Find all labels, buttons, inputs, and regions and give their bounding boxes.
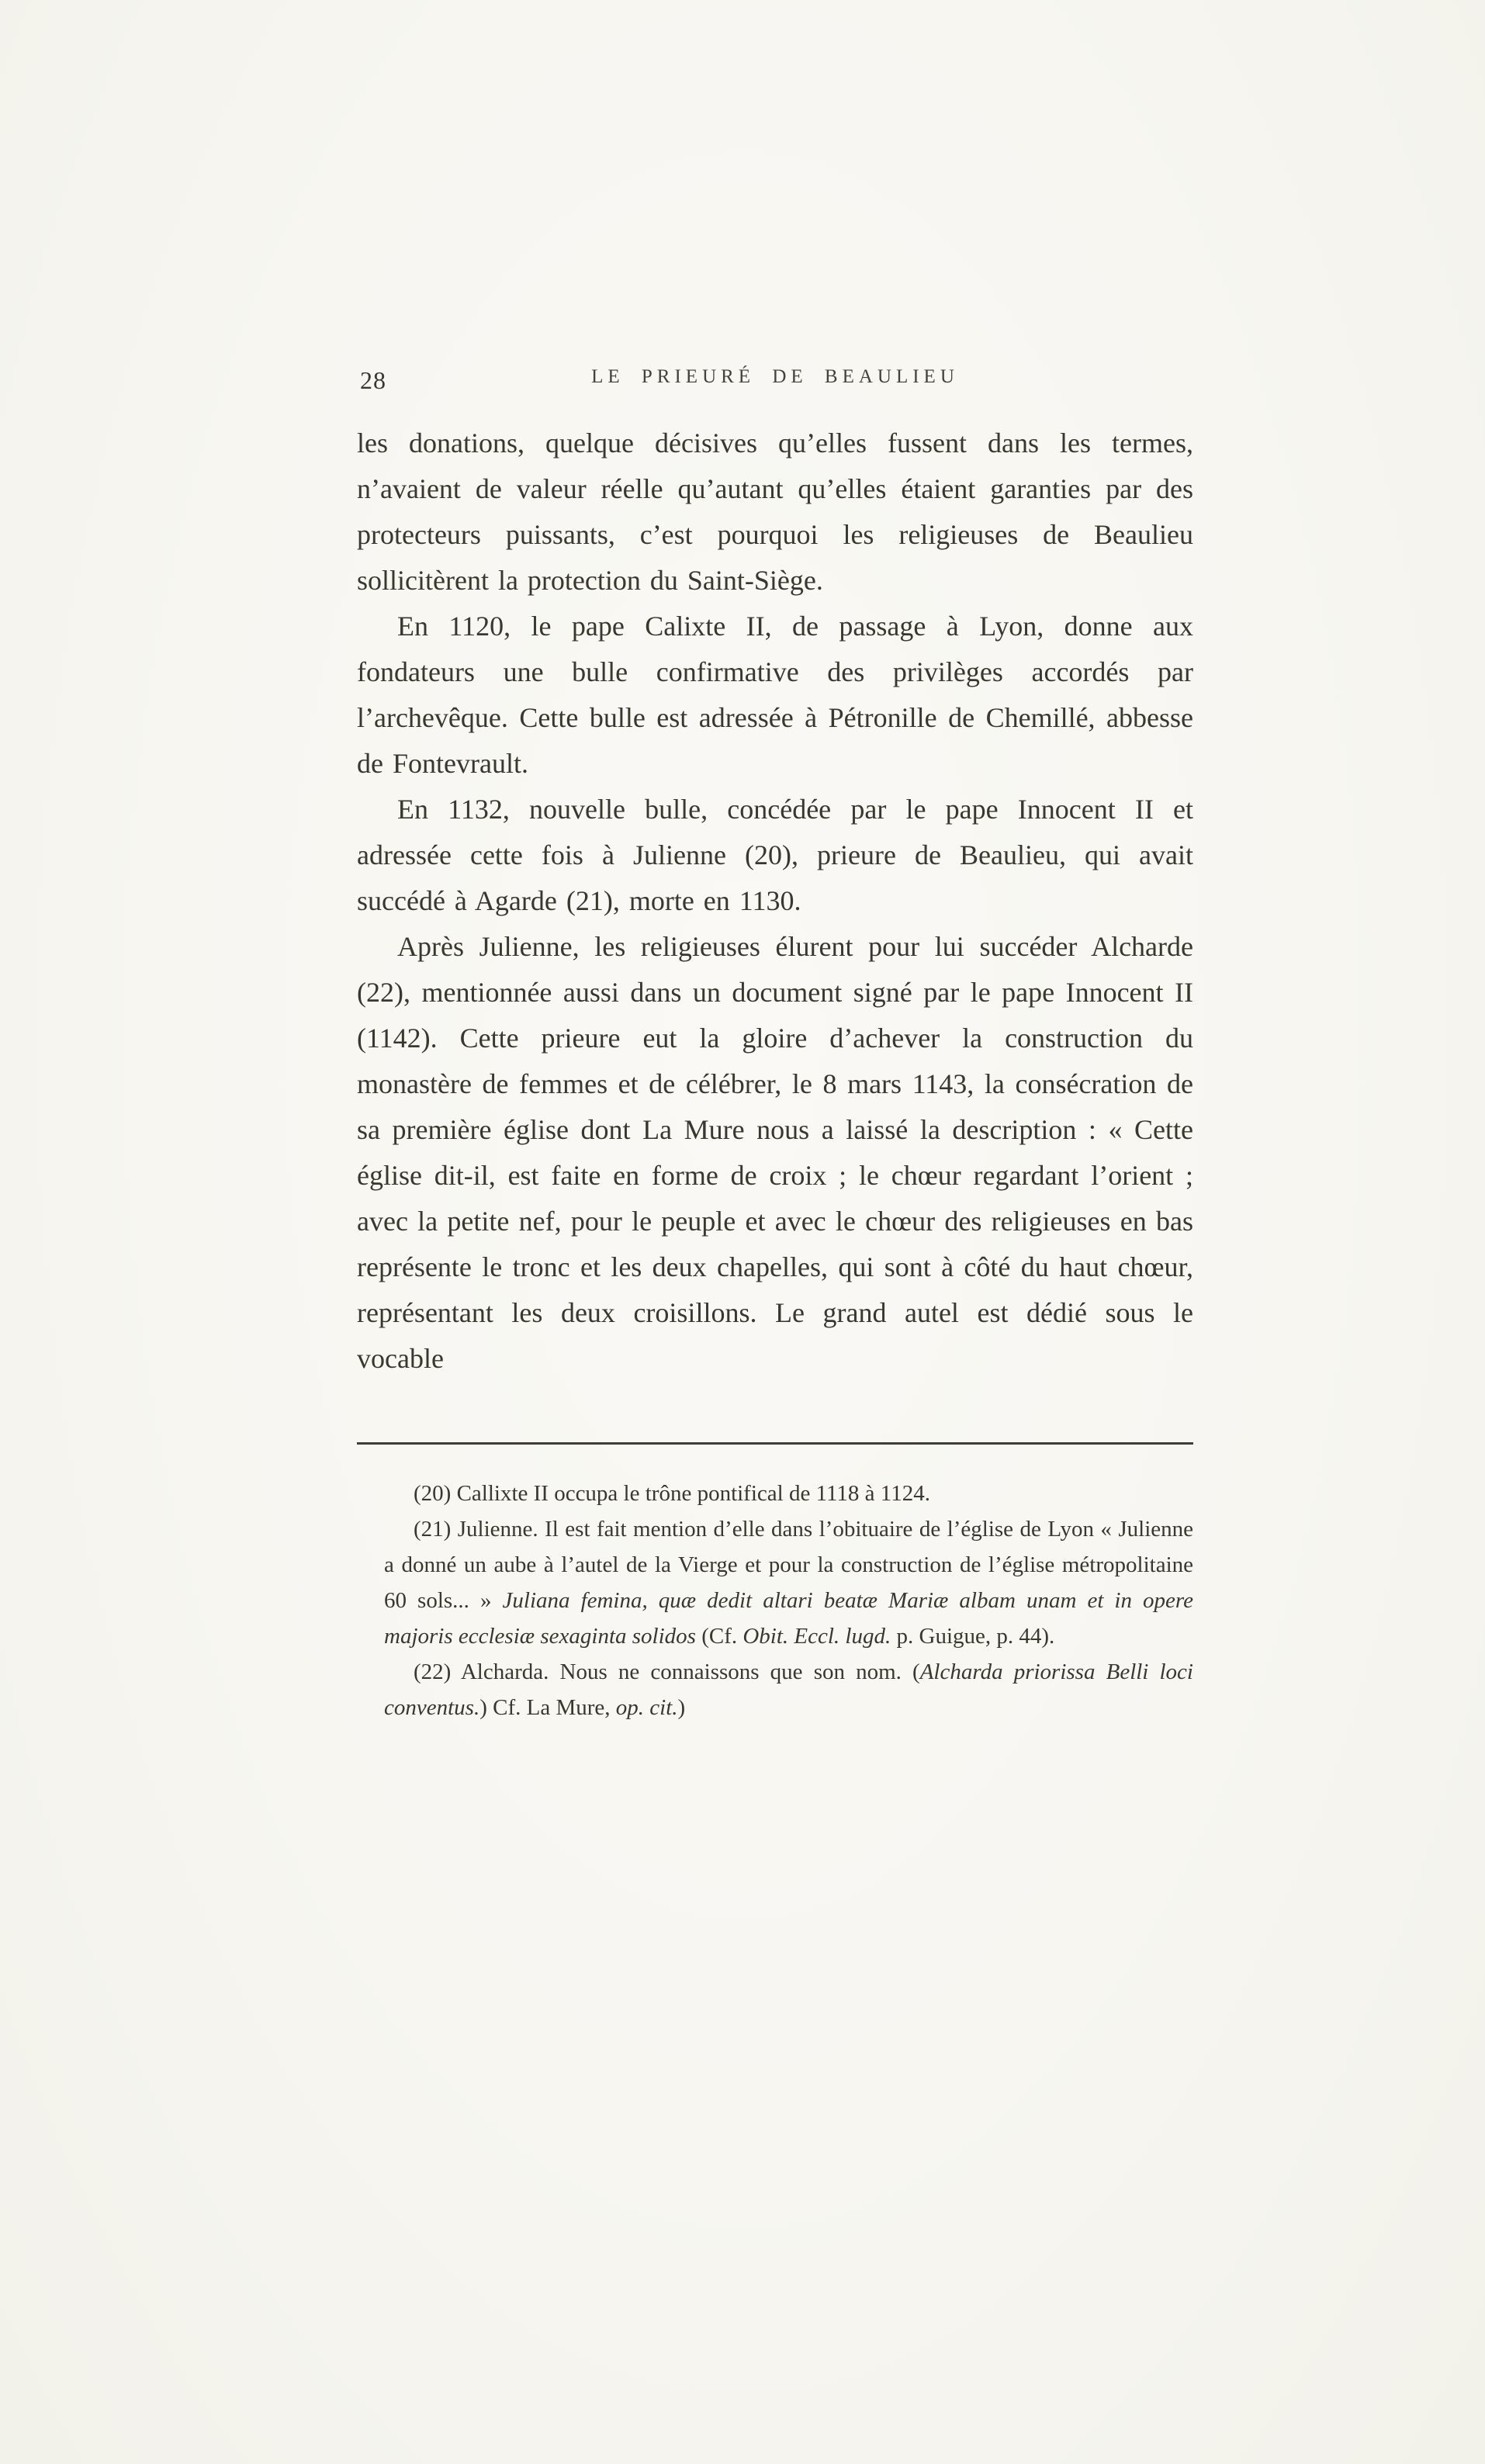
body-text — [357, 420, 1193, 1382]
text-block — [357, 366, 1193, 1725]
paragraph: En 1120, le pape Calixte II, de passage à Lyon, donne aux fondateurs une bulle confirmative des privilèges accordés par l’archevêque. Cette bulle est adressée à Pétronille de Chemillé, abbesse de Fontevrault. — [357, 611, 1193, 779]
footnotes — [357, 1476, 1193, 1725]
paragraph: En 1132, nouvelle bulle, concédée par le pape Innocent II et adressée cette fois à Julienne (20), prieure de Beaulieu, qui avait succédé à Agarde (21), morte en 1130. — [357, 794, 1193, 916]
footnote-text: (20) Callixte II occupa le trône pontifical de 1118 à 1124. — [414, 1481, 930, 1506]
running-title: LE PRIEURÉ DE BEAULIEU — [591, 366, 959, 387]
footnote-text: (Cf. — [695, 1624, 743, 1649]
paragraph: Après Julienne, les religieuses élurent pour lui succéder Alcharde (22), mentionnée aussi dans un document signé par le pape Innocent II (1142). Cette prieure eut la gloire d’achever la construction du monastère de femmes et de célébrer, le 8 mars 1143, la consécration de sa première église dont La Mure nous a laissé la description : « Cette église dit-il, est faite en forme de croix ; le chœur regardant l’orient ; avec la petite nef, pour le peuple et avec le chœur des religieuses en bas représente le tronc et les deux chapelles, qui sont à côté du haut chœur, représentant les deux croisillons. Le grand autel est dédié sous le vocable — [357, 931, 1193, 1374]
footnote-text-italic: Juliana femina, quæ dedit altari beatæ Mariæ albam unam et in opere majoris ecclesiæ sexaginta solidos — [384, 1588, 1193, 1649]
footnote-text: (22) Alcharda. Nous ne connaissons que son nom. ( — [414, 1659, 920, 1684]
footnote — [384, 1654, 1193, 1725]
footnote-text: ) — [677, 1695, 686, 1720]
footnote — [384, 1476, 1193, 1511]
footnote — [384, 1511, 1193, 1654]
footnote-text: ) Cf. La Mure, — [479, 1695, 616, 1720]
footnote-text-italic: op. cit. — [615, 1695, 678, 1720]
paragraph: les donations, quelque décisives qu’elles fussent dans les termes, n’avaient de valeur réelle qu’autant qu’elles étaient garanties par des protecteurs puissants, c’est pourquoi les religieuses de Beaulieu sollicitèrent la protection du Saint-Siège. — [357, 427, 1193, 596]
page-number: 28 — [360, 366, 386, 394]
footnote-text-italic: Alcharda priorissa Belli loci conventus. — [384, 1659, 1193, 1720]
footnote-text: p. Guigue, p. 44). — [891, 1624, 1055, 1649]
footnote-text: (21) Julienne. Il est fait mention d’elle dans l’obituaire de l’église de Lyon « Julienne a donné un aube à l’autel de la Vierge et pour la construction de l’église métropolitaine 60 sols... » — [384, 1517, 1193, 1613]
page-header — [357, 366, 1193, 400]
footnote-divider — [357, 1442, 1193, 1445]
footnote-text-italic: Obit. Eccl. lugd. — [742, 1624, 891, 1649]
